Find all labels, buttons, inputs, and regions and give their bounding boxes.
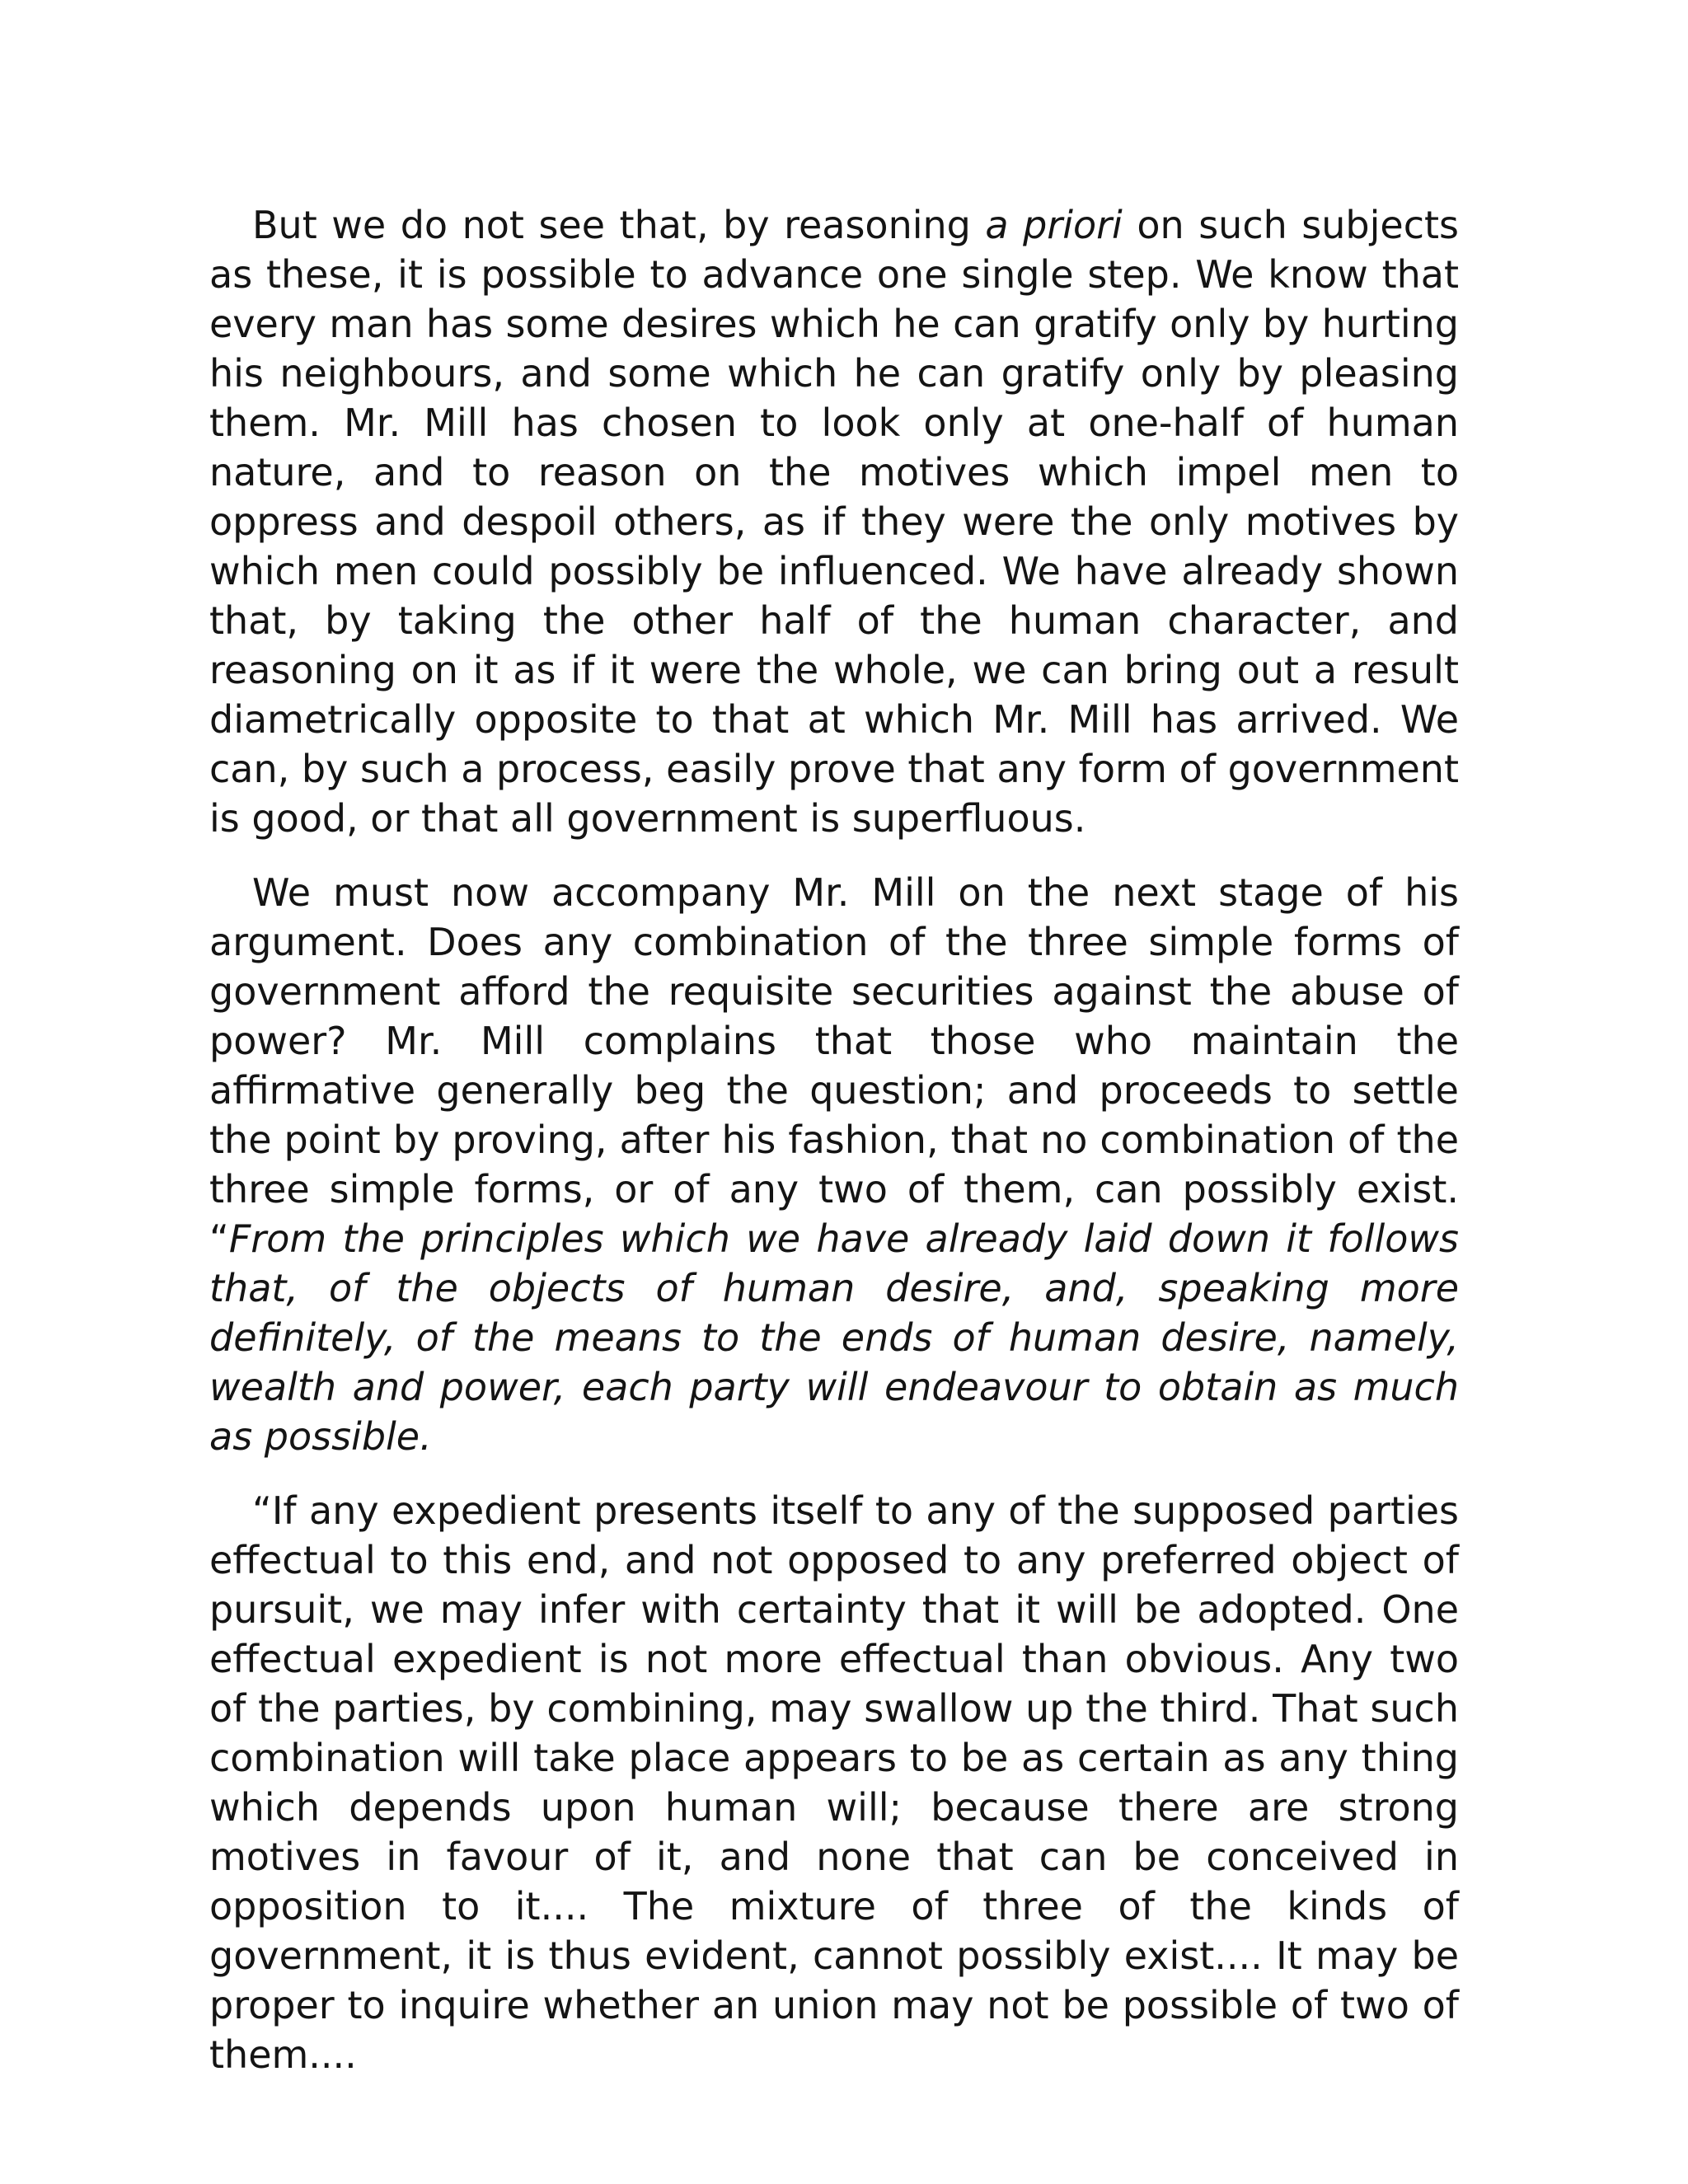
paragraph-3 [209,1486,1459,2079]
paragraph-2 [209,868,1459,1461]
paragraph-1-italic-phrase: a priori [985,203,1123,247]
paragraph-1 [209,200,1459,843]
paragraph-1-text-continued: on such subjects as these, it is possible to advance one single step. We know that every man has some desires which he can gratify only by hurting his neighbours, and some which he can gratify only by pleasing them. Mr. Mill has chosen to look only at one-half of human nature, and to reason on the motives which impel men to oppress and despoil others, as if they were the only motives by which men could possibly be influenced. We have already shown that, by taking the other half of the human character, and reasoning on it as if it were the whole, we can bring out a result diametrically opposite to that at which Mr. Mill has arrived. We can, by such a process, easily prove that any form of government is good, or that all government is superfluous. [209,203,1459,841]
paragraph-2-text: We must now accompany Mr. Mill on the next stage of his argument. Does any combination of the three simple forms of government afford the requisite securities against the abuse of power? Mr. Mill complains that those who maintain the affirmative generally beg the question; and proceeds to settle the point by proving, after his fashion, that no combination of the three simple forms, or of any two of them, can possibly exist. “ [209,870,1459,1261]
document-page [209,200,1459,2079]
paragraph-1-text: But we do not see that, by reasoning [252,203,986,247]
paragraph-2-italic-quotation: From the principles which we have already laid down it follows that, of the objects of human desire, and, speaking more definitely, of the means to the ends of human desire, namely, wealth and power, each party will endeavour to obtain as much as possible. [209,1216,1459,1459]
paragraph-3-text: “If any expedient presents itself to any of the supposed parties effectual to this end, and not opposed to any preferred object of pursuit, we may infer with certainty that it will be adopted. One effectual expedient is not more effectual than obvious. Any two of the parties, by combining, may swallow up the third. That such combination will take place appears to be as certain as any thing which depends upon human will; because there are strong motives in favour of it, and none that can be conceived in opposition to it.... The mixture of three of the kinds of government, it is thus evident, cannot possibly exist.... It may be proper to inquire whether an union may not be possible of two of them.... [209,1488,1459,2077]
